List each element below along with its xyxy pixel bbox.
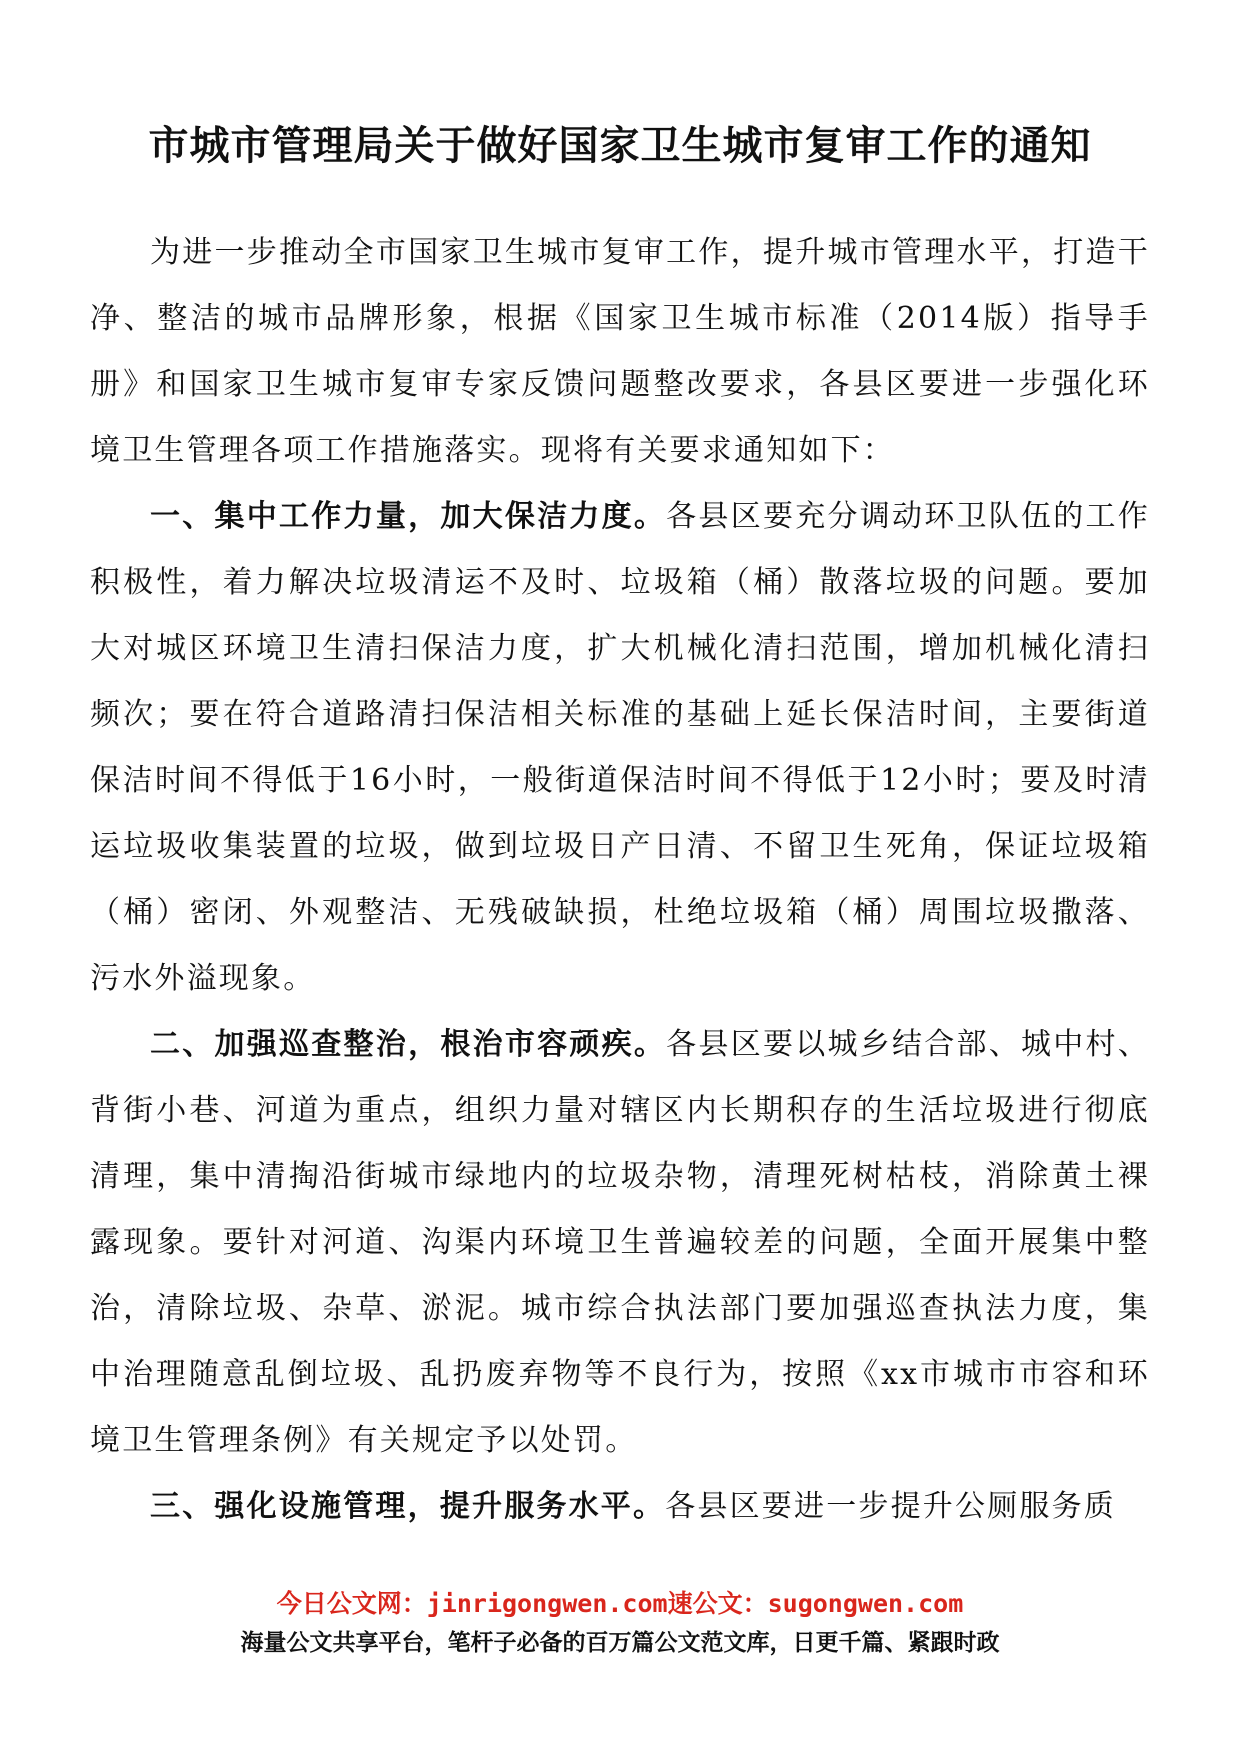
document-title: 市城市管理局关于做好国家卫生城市复审工作的通知 — [148, 122, 1092, 169]
section-text-3: 各县区要进一步提升公厕服务质 — [665, 1489, 1117, 1524]
site1-name: 今日公文网： — [276, 1589, 427, 1618]
footer-slogan: 海量公文共享平台，笔杆子必备的百万篇公文范文库，日更千篇、紧跟时政 — [240, 1630, 1000, 1656]
section-heading-2: 二、加强巡查整治，根治市容顽疾。 — [150, 1027, 667, 1062]
section-heading-1: 一、集中工作力量，加大保洁力度。 — [150, 499, 667, 534]
intro-paragraph: 为进一步推动全市国家卫生城市复审工作，提升城市管理水平，打造干净、整洁的城市品牌形象，根据《国家卫生城市标准（2014版）指导手册》和国家卫生城市复审专家反馈问题整改要求，各县区要进一步强化环境卫生管理各项工作措施落实。现将有关要求通知如下： — [90, 235, 1150, 468]
section-text-1: 各县区要充分调动环卫队伍的工作积极性，着力解决垃圾清运不及时、垃圾箱（桶）散落垃圾的问题。要加大对城区环境卫生清扫保洁力度，扩大机械化清扫范围，增加机械化清扫频次；要在符合道路清扫保洁相关标准的基础上延长保洁时间，主要街道保洁时间不得低于16小时，一般街道保洁时间不得低于12小时；要及时清运垃圾收集装置的垃圾，做到垃圾日产日清、不留卫生死角，保证垃圾箱（桶）密闭、外观整洁、无残破缺损，杜绝垃圾箱（桶）周围垃圾撒落、污水外溢现象。 — [90, 499, 1151, 996]
watermark-footer — [0, 1586, 1240, 1662]
document-body — [90, 220, 1150, 1540]
site1-url[interactable]: jinrigongwen.com — [426, 1589, 668, 1618]
section-paragraph-3 — [90, 1474, 1150, 1540]
section-heading-3: 三、强化设施管理，提升服务水平。 — [150, 1489, 666, 1524]
section-paragraph-2 — [90, 1012, 1150, 1474]
site2-url[interactable]: sugongwen.com — [767, 1589, 964, 1618]
section-paragraph-1 — [90, 484, 1150, 1012]
section-text-2: 各县区要以城乡结合部、城中村、背街小巷、河道为重点，组织力量对辖区内长期积存的生活垃圾进行彻底清理，集中清掏沿街城市绿地内的垃圾杂物，清理死树枯枝，消除黄土裸露现象。要针对河道、沟渠内环境卫生普遍较差的问题，全面开展集中整治，清除垃圾、杂草、淤泥。城市综合执法部门要加强巡查执法力度，集中治理随意乱倒垃圾、乱扔废弃物等不良行为，按照《xx市城市市容和环境卫生管理条例》有关规定予以处罚。 — [90, 1027, 1151, 1458]
footer-sites — [0, 1586, 1240, 1622]
site2-name: 速公文： — [667, 1589, 768, 1618]
